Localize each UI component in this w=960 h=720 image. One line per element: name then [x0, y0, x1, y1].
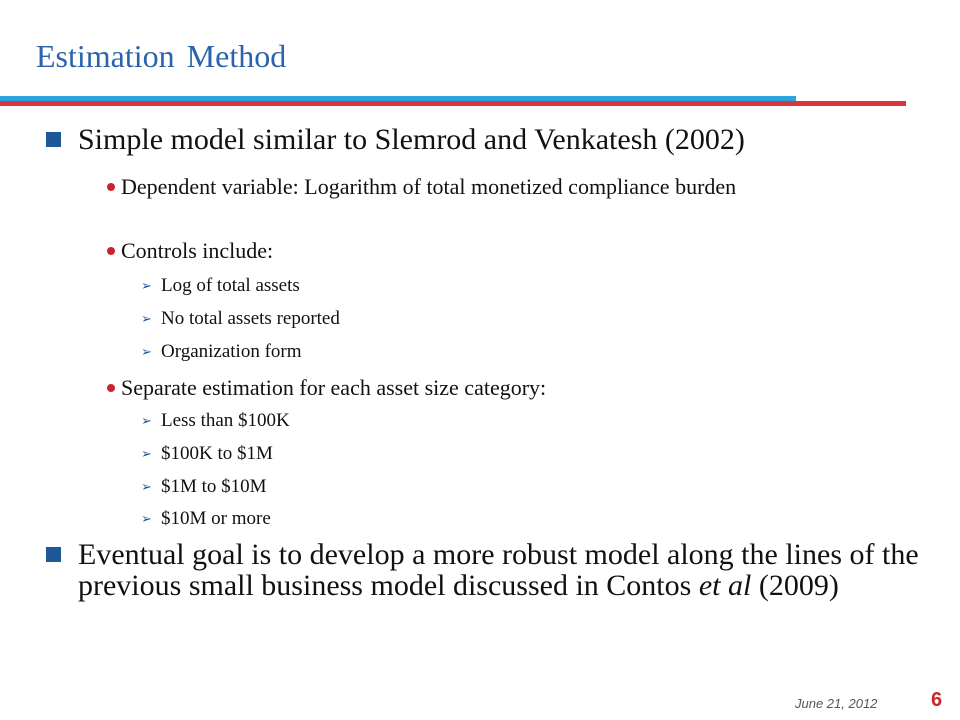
arrow-bullet-icon: ➢ [141, 512, 152, 527]
arrow-bullet-icon: ➢ [141, 414, 152, 429]
square-bullet-icon [46, 132, 61, 147]
sub-bullet-item [107, 239, 917, 262]
arrow-bullet-icon: ➢ [141, 480, 152, 495]
sub-sub-bullet-text: $10M or more [161, 508, 271, 529]
arrow-bullet-icon: ➢ [141, 345, 152, 360]
sub-sub-bullet-text: $1M to $10M [161, 476, 267, 497]
bullet-text-italic: et al [698, 569, 752, 602]
sub-sub-bullet-item [141, 477, 841, 497]
bullet-text-part: Eventual goal is to develop a more robust model along the lines of the previous small business model discussed in Contos [78, 538, 919, 602]
bullet-item [46, 124, 926, 155]
sub-sub-bullet-text: Less than $100K [161, 410, 290, 431]
square-bullet-icon [46, 547, 61, 562]
dot-bullet-icon [107, 183, 115, 191]
bullet-item [46, 539, 926, 601]
sub-sub-bullet-text: Log of total assets [161, 275, 300, 296]
sub-sub-bullet-item [141, 411, 841, 431]
arrow-bullet-icon: ➢ [141, 279, 152, 294]
sub-sub-bullet-item [141, 309, 841, 329]
dot-bullet-icon [107, 384, 115, 392]
dot-bullet-icon [107, 247, 115, 255]
sub-bullet-item [107, 376, 917, 399]
bullet-text [78, 539, 926, 601]
bullet-text-part: (2009) [751, 569, 839, 602]
sub-sub-bullet-text: No total assets reported [161, 308, 340, 329]
sub-sub-bullet-item [141, 444, 841, 464]
sub-bullet-text: Separate estimation for each asset size category: [121, 375, 547, 400]
slide-title: Estimation Method [36, 38, 287, 74]
sub-sub-bullet-item [141, 342, 841, 362]
sub-bullet-text: Controls include: [121, 238, 274, 263]
sub-sub-bullet-text: $100K to $1M [161, 443, 273, 464]
sub-sub-bullet-text: Organization form [161, 341, 302, 362]
sub-bullet-text: Dependent variable: Logarithm of total monetized compliance burden [121, 174, 737, 199]
bullet-text: Simple model similar to Slemrod and Venkatesh (2002) [78, 123, 745, 156]
arrow-bullet-icon: ➢ [141, 447, 152, 462]
arrow-bullet-icon: ➢ [141, 312, 152, 327]
footer-date: June 21, 2012 [795, 696, 878, 711]
sub-bullet-item [107, 175, 917, 198]
page-number: 6 [931, 689, 943, 711]
sub-sub-bullet-item [141, 509, 841, 529]
sub-sub-bullet-item [141, 276, 841, 296]
